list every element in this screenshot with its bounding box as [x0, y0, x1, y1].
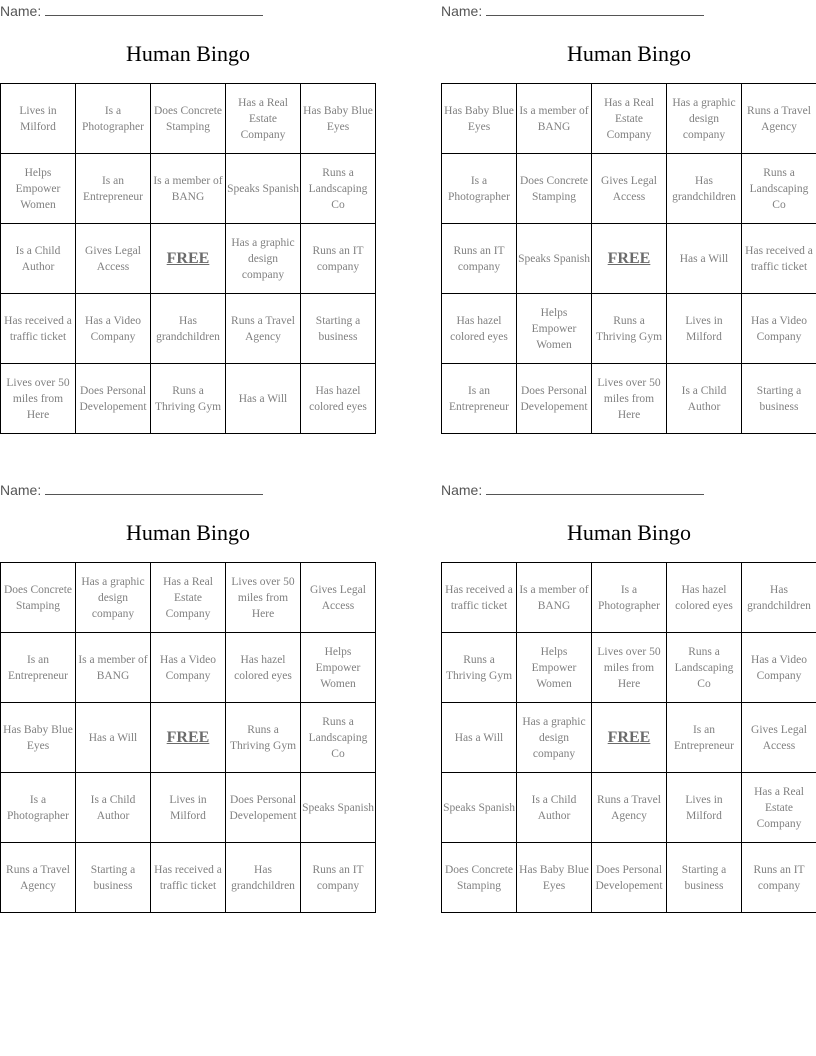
card-title: Human Bingo	[125, 41, 251, 66]
bingo-square: Has received a traffic ticket	[442, 563, 517, 633]
grid-row	[442, 84, 816, 154]
grid-row	[442, 294, 816, 364]
grid-row	[442, 703, 816, 773]
bingo-square: Runs a Thriving Gym	[592, 294, 667, 364]
bingo-square: Lives in Milford	[151, 773, 226, 843]
bingo-square: Starting a business	[76, 843, 151, 913]
bingo-square: Gives Legal Access	[592, 154, 667, 224]
grid-row	[1, 154, 376, 224]
name-field	[441, 479, 704, 501]
bingo-square: Has a Video Company	[742, 294, 816, 364]
grid-row	[1, 84, 376, 154]
bingo-square: Does Personal Developement	[592, 843, 667, 913]
bingo-square: Runs a Landscaping Co	[742, 154, 816, 224]
bingo-square: Does Concrete Stamping	[442, 843, 517, 913]
bingo-grid	[0, 562, 376, 913]
card-title: Human Bingo	[566, 520, 692, 545]
bingo-grid	[441, 83, 816, 434]
grid-row	[1, 703, 376, 773]
bingo-square: Runs a Travel Agency	[592, 773, 667, 843]
bingo-square: Has hazel colored eyes	[226, 633, 301, 703]
name-blank-line	[486, 2, 704, 16]
bingo-square: Has a Video Company	[151, 633, 226, 703]
bingo-square: Has a Will	[442, 703, 517, 773]
bingo-square: Does Personal Developement	[76, 364, 151, 434]
bingo-square: Has hazel colored eyes	[301, 364, 376, 434]
bingo-square: Runs a Thriving Gym	[442, 633, 517, 703]
bingo-square: Has a Video Company	[742, 633, 816, 703]
bingo-square: Has Baby Blue Eyes	[517, 843, 592, 913]
bingo-square: Gives Legal Access	[76, 224, 151, 294]
bingo-square: Has grandchildren	[667, 154, 742, 224]
bingo-square: Starting a business	[667, 843, 742, 913]
bingo-square: Has received a traffic ticket	[742, 224, 816, 294]
bingo-square: Helps Empower Women	[517, 633, 592, 703]
bingo-square: Has grandchildren	[151, 294, 226, 364]
bingo-square: Is a Photographer	[442, 154, 517, 224]
bingo-square: Runs a Travel Agency	[226, 294, 301, 364]
card-title: Human Bingo	[125, 520, 251, 545]
bingo-square: Has a Will	[667, 224, 742, 294]
name-label: Name:	[0, 3, 42, 19]
bingo-square: Has grandchildren	[226, 843, 301, 913]
bingo-square: Has received a traffic ticket	[1, 294, 76, 364]
bingo-square: Has a graphic design company	[76, 563, 151, 633]
bingo-square: Does Concrete Stamping	[517, 154, 592, 224]
bingo-square: Speaks Spanish	[226, 154, 301, 224]
name-field	[0, 0, 263, 22]
bingo-square: Gives Legal Access	[742, 703, 816, 773]
bingo-square: Starting a business	[301, 294, 376, 364]
bingo-square: Gives Legal Access	[301, 563, 376, 633]
bingo-square: Runs an IT company	[301, 224, 376, 294]
bingo-square: Has a graphic design company	[226, 224, 301, 294]
bingo-square: Has a Will	[76, 703, 151, 773]
grid-row	[1, 773, 376, 843]
free-space: FREE	[151, 224, 226, 294]
bingo-square: Is a Child Author	[1, 224, 76, 294]
bingo-square: Is a member of BANG	[151, 154, 226, 224]
bingo-square: Does Concrete Stamping	[1, 563, 76, 633]
name-blank-line	[486, 481, 704, 495]
bingo-square: Has a Real Estate Company	[742, 773, 816, 843]
bingo-square: Has a Video Company	[76, 294, 151, 364]
grid-row	[442, 773, 816, 843]
bingo-square: Runs an IT company	[301, 843, 376, 913]
bingo-square: Has a Real Estate Company	[151, 563, 226, 633]
free-space: FREE	[592, 703, 667, 773]
bingo-grid	[0, 83, 376, 434]
bingo-square: Has hazel colored eyes	[667, 563, 742, 633]
bingo-square: Lives over 50 miles from Here	[592, 364, 667, 434]
name-label: Name:	[0, 482, 42, 498]
bingo-square: Is an Entrepreneur	[667, 703, 742, 773]
bingo-square: Has Baby Blue Eyes	[301, 84, 376, 154]
bingo-square: Is a member of BANG	[517, 84, 592, 154]
grid-row	[442, 224, 816, 294]
bingo-square: Is an Entrepreneur	[1, 633, 76, 703]
card-title: Human Bingo	[566, 41, 692, 66]
bingo-square: Speaks Spanish	[442, 773, 517, 843]
grid-row	[442, 633, 816, 703]
bingo-square: Has grandchildren	[742, 563, 816, 633]
bingo-square: Is a Child Author	[667, 364, 742, 434]
bingo-square: Lives in Milford	[667, 294, 742, 364]
bingo-square: Is a Photographer	[592, 563, 667, 633]
name-label: Name:	[441, 482, 483, 498]
bingo-square: Is an Entrepreneur	[442, 364, 517, 434]
bingo-square: Runs a Thriving Gym	[151, 364, 226, 434]
bingo-square: Has a graphic design company	[667, 84, 742, 154]
bingo-square: Is a member of BANG	[517, 563, 592, 633]
name-label: Name:	[441, 3, 483, 19]
grid-row	[442, 843, 816, 913]
bingo-square: Runs a Travel Agency	[1, 843, 76, 913]
grid-row	[1, 633, 376, 703]
bingo-square: Has hazel colored eyes	[442, 294, 517, 364]
bingo-square: Does Concrete Stamping	[151, 84, 226, 154]
grid-row	[1, 843, 376, 913]
bingo-square: Has received a traffic ticket	[151, 843, 226, 913]
grid-row	[442, 563, 816, 633]
bingo-square: Lives in Milford	[1, 84, 76, 154]
bingo-square: Helps Empower Women	[1, 154, 76, 224]
bingo-square: Speaks Spanish	[301, 773, 376, 843]
free-space: FREE	[592, 224, 667, 294]
grid-row	[1, 563, 376, 633]
bingo-square: Lives over 50 miles from Here	[226, 563, 301, 633]
name-field	[441, 0, 704, 22]
bingo-square: Has Baby Blue Eyes	[1, 703, 76, 773]
bingo-square: Is a Photographer	[76, 84, 151, 154]
bingo-square: Is a Child Author	[76, 773, 151, 843]
bingo-square: Runs an IT company	[742, 843, 816, 913]
bingo-square: Helps Empower Women	[301, 633, 376, 703]
bingo-square: Has a Real Estate Company	[592, 84, 667, 154]
grid-row	[442, 364, 816, 434]
name-blank-line	[45, 481, 263, 495]
bingo-square: Helps Empower Women	[517, 294, 592, 364]
bingo-square: Runs a Landscaping Co	[301, 703, 376, 773]
bingo-square: Has a graphic design company	[517, 703, 592, 773]
bingo-square: Lives in Milford	[667, 773, 742, 843]
bingo-square: Has Baby Blue Eyes	[442, 84, 517, 154]
grid-row	[1, 294, 376, 364]
bingo-grid	[441, 562, 816, 913]
bingo-square: Runs an IT company	[442, 224, 517, 294]
grid-row	[1, 364, 376, 434]
bingo-square: Lives over 50 miles from Here	[592, 633, 667, 703]
free-space: FREE	[151, 703, 226, 773]
bingo-square: Is a Child Author	[517, 773, 592, 843]
bingo-square: Runs a Landscaping Co	[667, 633, 742, 703]
grid-row	[1, 224, 376, 294]
name-field	[0, 479, 263, 501]
bingo-square: Speaks Spanish	[517, 224, 592, 294]
bingo-square: Is a Photographer	[1, 773, 76, 843]
bingo-square: Starting a business	[742, 364, 816, 434]
bingo-square: Is an Entrepreneur	[76, 154, 151, 224]
bingo-square: Is a member of BANG	[76, 633, 151, 703]
bingo-square: Has a Real Estate Company	[226, 84, 301, 154]
bingo-square: Runs a Landscaping Co	[301, 154, 376, 224]
bingo-square: Has a Will	[226, 364, 301, 434]
bingo-square: Runs a Travel Agency	[742, 84, 816, 154]
bingo-square: Does Personal Developement	[517, 364, 592, 434]
bingo-square: Runs a Thriving Gym	[226, 703, 301, 773]
bingo-square: Lives over 50 miles from Here	[1, 364, 76, 434]
grid-row	[442, 154, 816, 224]
name-blank-line	[45, 2, 263, 16]
bingo-square: Does Personal Developement	[226, 773, 301, 843]
